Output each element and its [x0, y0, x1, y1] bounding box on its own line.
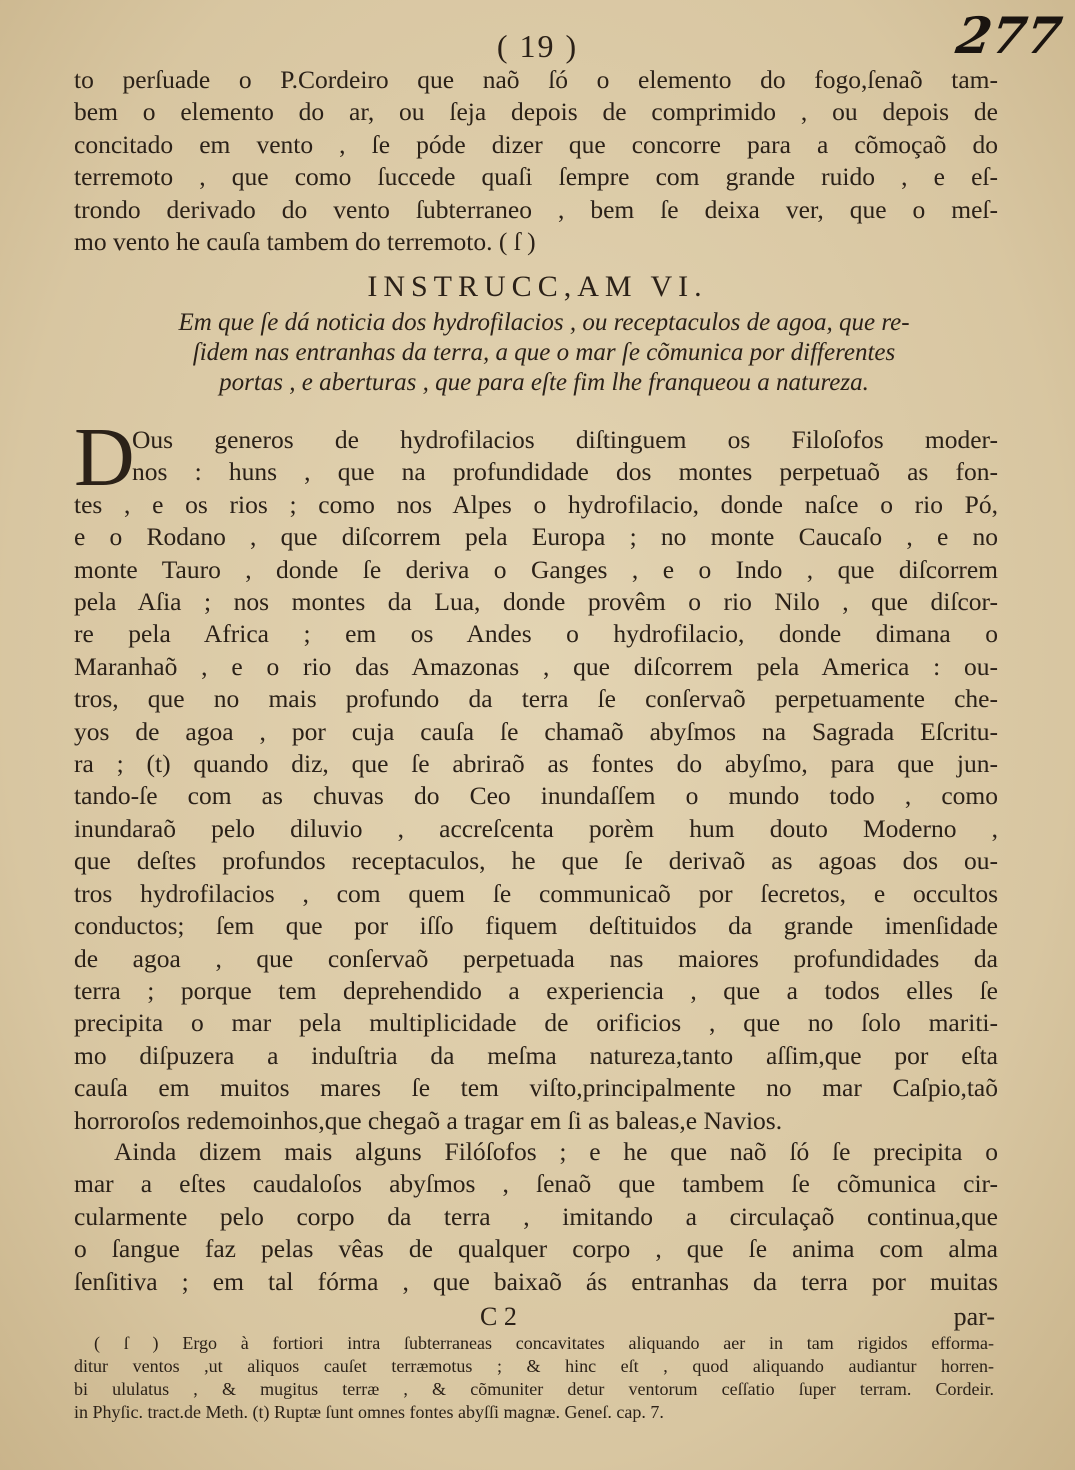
body-paragraph — [74, 424, 998, 1137]
subtitle-line: ſidem nas entranhas da terra, a que o mar ſe cõmunica por differentes — [192, 339, 896, 366]
text-line: bem o elemento do ar, ou ſeja depois de comprimido , ou depois de — [74, 97, 998, 127]
signature-mark: C 2 — [480, 1302, 517, 1331]
drop-capital: D — [74, 411, 135, 504]
text-line: que deſtes profundos receptaculos, he que ſe derivaõ as agoas dos ou- — [74, 846, 998, 876]
text-line: o ſangue faz pelas vêas de qualquer corpo , que ſe anima com alma — [74, 1234, 998, 1264]
text-line: yos de agoa , por cuja cauſa ſe chamaõ abyſmos na Sagrada Eſcritu- — [74, 716, 998, 746]
text-line: conductos; ſem que por iſſo fiquem deſtituidos da grande imenſidade — [74, 911, 998, 941]
text-line: terremoto , que como ſuccede quaſi ſempre com grande ruido , e eſ- — [74, 162, 998, 192]
text-line: mo vento he cauſa tambem do terremoto. ( ſ ) — [74, 227, 536, 257]
text-line: concitado em vento , ſe póde dizer que concorre para a cõmoçaõ do — [74, 129, 998, 159]
catchword: par- — [953, 1302, 995, 1331]
folio-number: 277 — [952, 6, 1066, 65]
text-line: re pela Africa ; em os Andes o hydrofilacio, donde dimana o — [74, 619, 998, 649]
text-line: inundaraõ pelo diluvio , accreſcenta porèm hum douto Moderno , — [74, 813, 998, 843]
text-line: to perſuade o P.Cordeiro que naõ ſó o elemento do fogo,ſenaõ tam- — [74, 65, 998, 94]
text-line: nos : huns , que na profundidade dos montes perpetuaõ as fon- — [132, 457, 998, 487]
text-line: horroroſos redemoinhos,que chegaõ a tragar em ſi as baleas,e Navios. — [74, 1105, 783, 1135]
section-heading: INSTRUCC,AM VI. — [367, 270, 708, 303]
text-line: cularmente pelo corpo da terra , imitando a circulaçaõ continua,que — [74, 1201, 998, 1231]
text-line: Ous generos de hydrofilacios diſtinguem os Filoſofos moder- — [132, 425, 998, 454]
text-line: terra ; porque tem deprehendido a experiencia , que a todos elles ſe — [74, 975, 998, 1005]
footnotes — [74, 1332, 994, 1424]
section-subtitle — [104, 308, 984, 398]
text-line: tros, que no mais profundo da terra ſe conſervaõ perpetuamente che- — [74, 684, 998, 714]
text-line: ra ; (t) quando diz, que ſe abriraõ as fontes do abyſmo, para que jun- — [74, 749, 998, 779]
text-line: Maranhaõ , e o rio das Amazonas , que diſcorrem pela America : ou- — [74, 651, 998, 681]
page-number: ( 19 ) — [496, 28, 579, 64]
text-line: mar a eſtes caudaloſos abyſmos , ſenaõ que tambem ſe cõmunica cir- — [74, 1169, 998, 1199]
intro-paragraph — [74, 64, 998, 258]
second-paragraph — [74, 1136, 998, 1298]
footnote-line: in Phyſic. tract.de Meth. (t) Ruptæ ſunt omnes fontes abyſſi magnæ. Geneſ. cap. 7. — [74, 1402, 664, 1422]
text-line: de agoa , que conſervaõ perpetuada nas maiores profundidades da — [74, 943, 998, 973]
text-line: tes , e os rios ; como nos Alpes o hydrofilacio, donde naſce o rio Pó, — [74, 489, 998, 519]
footnote-line: ( ſ ) Ergo à fortiori intra ſubterraneas concavitates aliquando aer in tam rigidos efforma- — [94, 1333, 994, 1353]
text-line: tando-ſe com as chuvas do Ceo inundaſſem o mundo todo , como — [74, 781, 998, 811]
subtitle-line: portas , e aberturas , que para eſte fim lhe franqueou a natureza. — [219, 369, 869, 396]
text-line: ſenſitiva ; em tal fórma , que baixaõ ás entranhas da terra por muitas — [74, 1266, 998, 1296]
text-line: monte Tauro , donde ſe deriva o Ganges , e o Indo , que diſcorrem — [74, 554, 998, 584]
text-line: precipita o mar pela multiplicidade de orificios , que no ſolo mariti- — [74, 1008, 998, 1038]
text-line: e o Rodano , que diſcorrem pela Europa ; no monte Caucaſo , e no — [74, 522, 998, 552]
footnote-line: bi ululatus , & mugitus terræ , & cõmuniter detur ventorum ceſſatio ſuper terram. Cordeir. — [74, 1379, 994, 1399]
text-line: pela Aſia ; nos montes da Lua, donde provêm o rio Nilo , que diſcor- — [74, 587, 998, 617]
page-footer — [0, 1302, 1075, 1334]
subtitle-line: Em que ſe dá noticia dos hydrofilacios , ou receptaculos de agoa, que re- — [178, 309, 910, 336]
text-line: mo diſpuzera a induſtria da meſma natureza,tanto aſſim,que por eſta — [74, 1040, 998, 1070]
text-line: tros hydrofilacios , com quem ſe communicaõ por ſecretos, e occultos — [74, 878, 998, 908]
text-line: cauſa em muitos mares ſe tem viſto,principalmente no mar Caſpio,taõ — [74, 1073, 998, 1103]
footnote-line: ditur ventos ,ut aliquos cauſet terræmotus ; & hinc eſt , quod aliquando audiantur horren- — [74, 1356, 994, 1376]
text-line: Ainda dizem mais alguns Filóſofos ; e he que naõ ſó ſe precipita o — [114, 1137, 998, 1166]
text-line: trondo derivado do vento ſubterraneo , bem ſe deixa ver, que o meſ- — [74, 194, 998, 224]
